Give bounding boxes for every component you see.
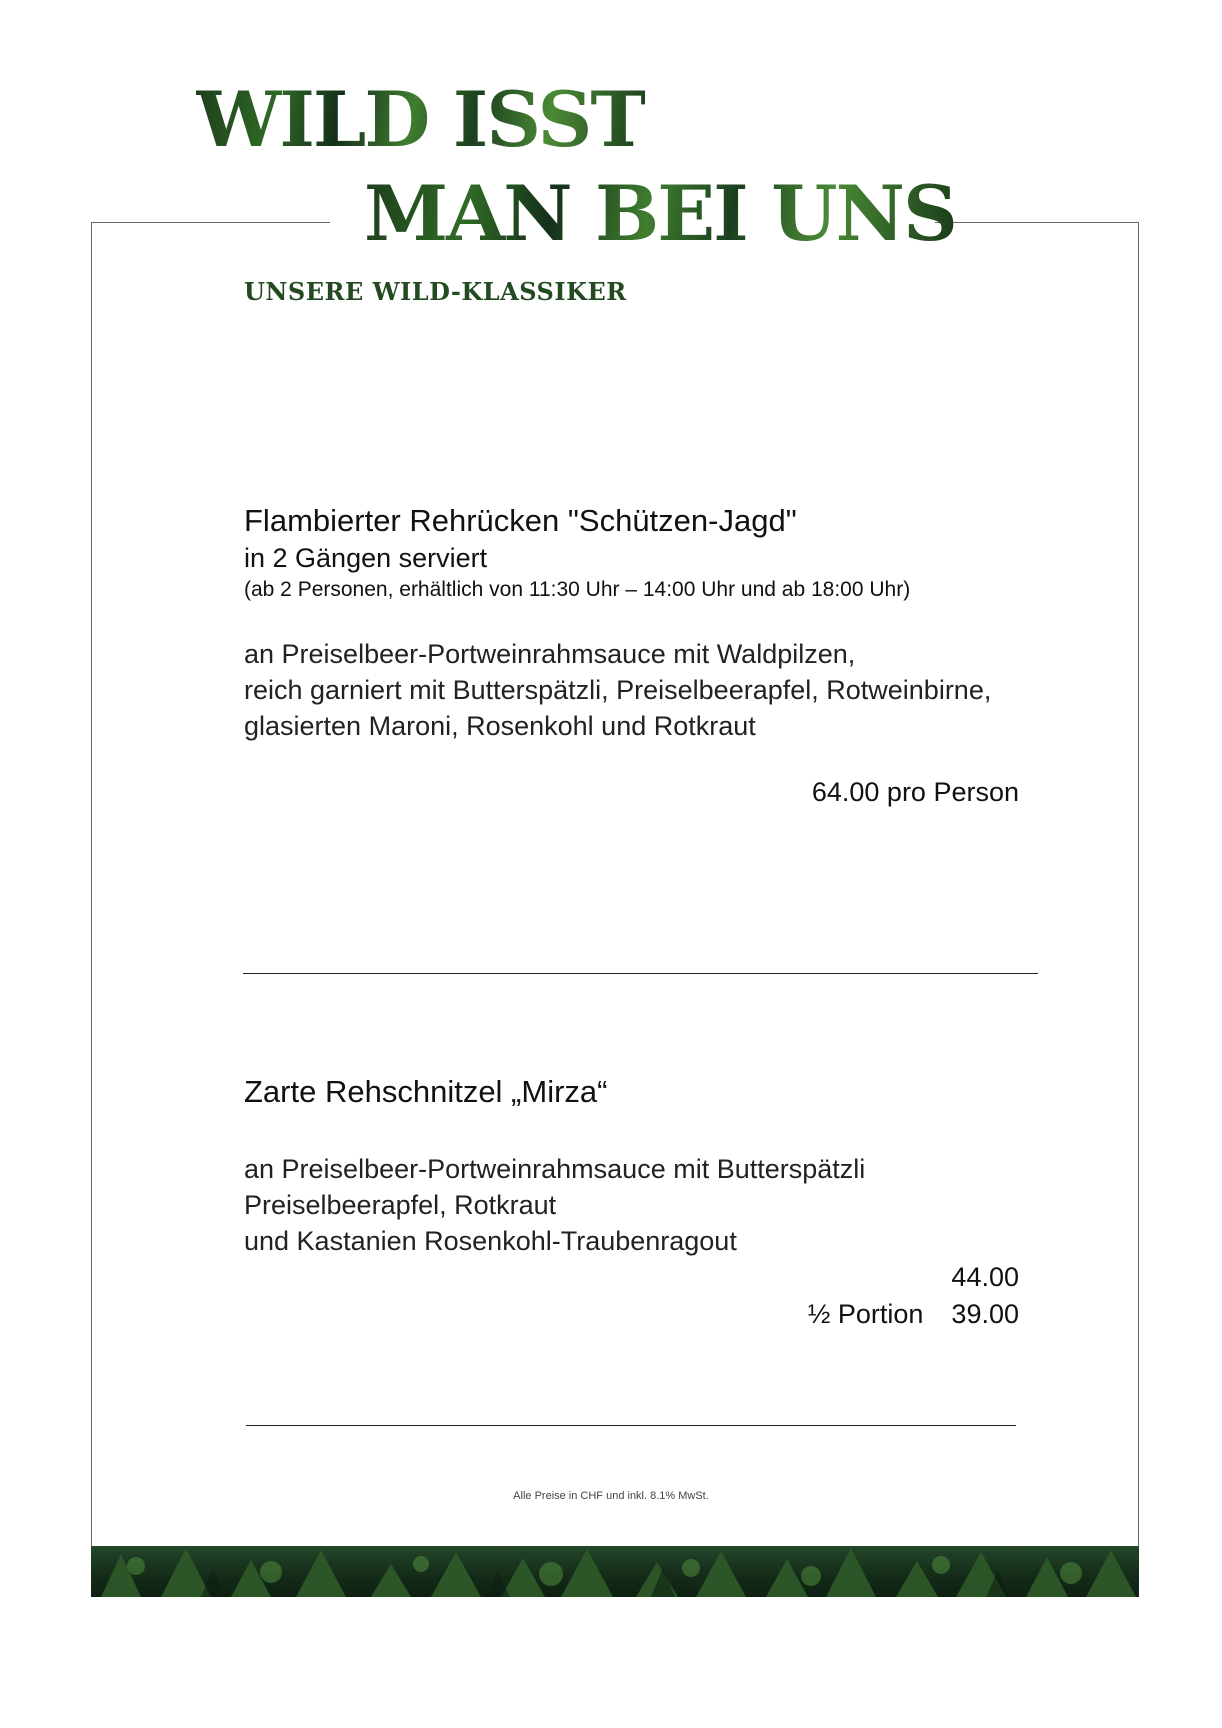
dish-1-price: 64.00 pro Person [811,777,1019,807]
menu-frame [91,222,1139,1597]
price-footnote: Alle Preise in CHF und inkl. 8.1% MwSt. [513,1490,709,1502]
headline-line-2: MAN BEI UNS [364,169,956,258]
forest-banner [91,1546,1139,1597]
forest-trees-graphic [91,1546,1139,1597]
dish-1-title: Flambierter Rehrücken "Schützen-Jagd" [244,503,797,538]
dish-2-description [244,1151,865,1259]
dish-1-note: (ab 2 Personen, erhältlich von 11:30 Uhr – 14:00 Uhr und ab 18:00 Uhr) [244,578,911,601]
dish-1-description [244,636,991,744]
headline-line-1: WILD ISST [196,75,645,164]
menu-subtitle: UNSERE WILD-KLASSIKER [244,277,627,306]
dish-2-title: Zarte Rehschnitzel „Mirza“ [244,1074,608,1109]
divider [246,1425,1016,1426]
dish-1-subtitle: in 2 Gängen serviert [244,543,488,573]
dish-1-description-line: reich garniert mit Butterspätzli, Preiselbeerapfel, Rotweinbirne, [244,675,992,705]
dish-2-price: 44.00 [951,1262,1019,1292]
half-portion-label: ½ Portion [807,1299,924,1329]
dish-2-half-portion [808,1299,1019,1330]
dish-2-description-line: und Kastanien Rosenkohl-Traubenragout [244,1226,737,1256]
half-portion-price: 39.00 [951,1299,1019,1329]
dish-2-description-line: Preiselbeerapfel, Rotkraut [244,1190,557,1220]
dish-2-description-line: an Preiselbeer-Portweinrahmsauce mit Butterspätzli [244,1154,866,1184]
dish-1-description-line: glasierten Maroni, Rosenkohl und Rotkraut [244,711,756,741]
dish-1-description-line: an Preiselbeer-Portweinrahmsauce mit Waldpilzen, [244,639,856,669]
divider [243,973,1038,974]
